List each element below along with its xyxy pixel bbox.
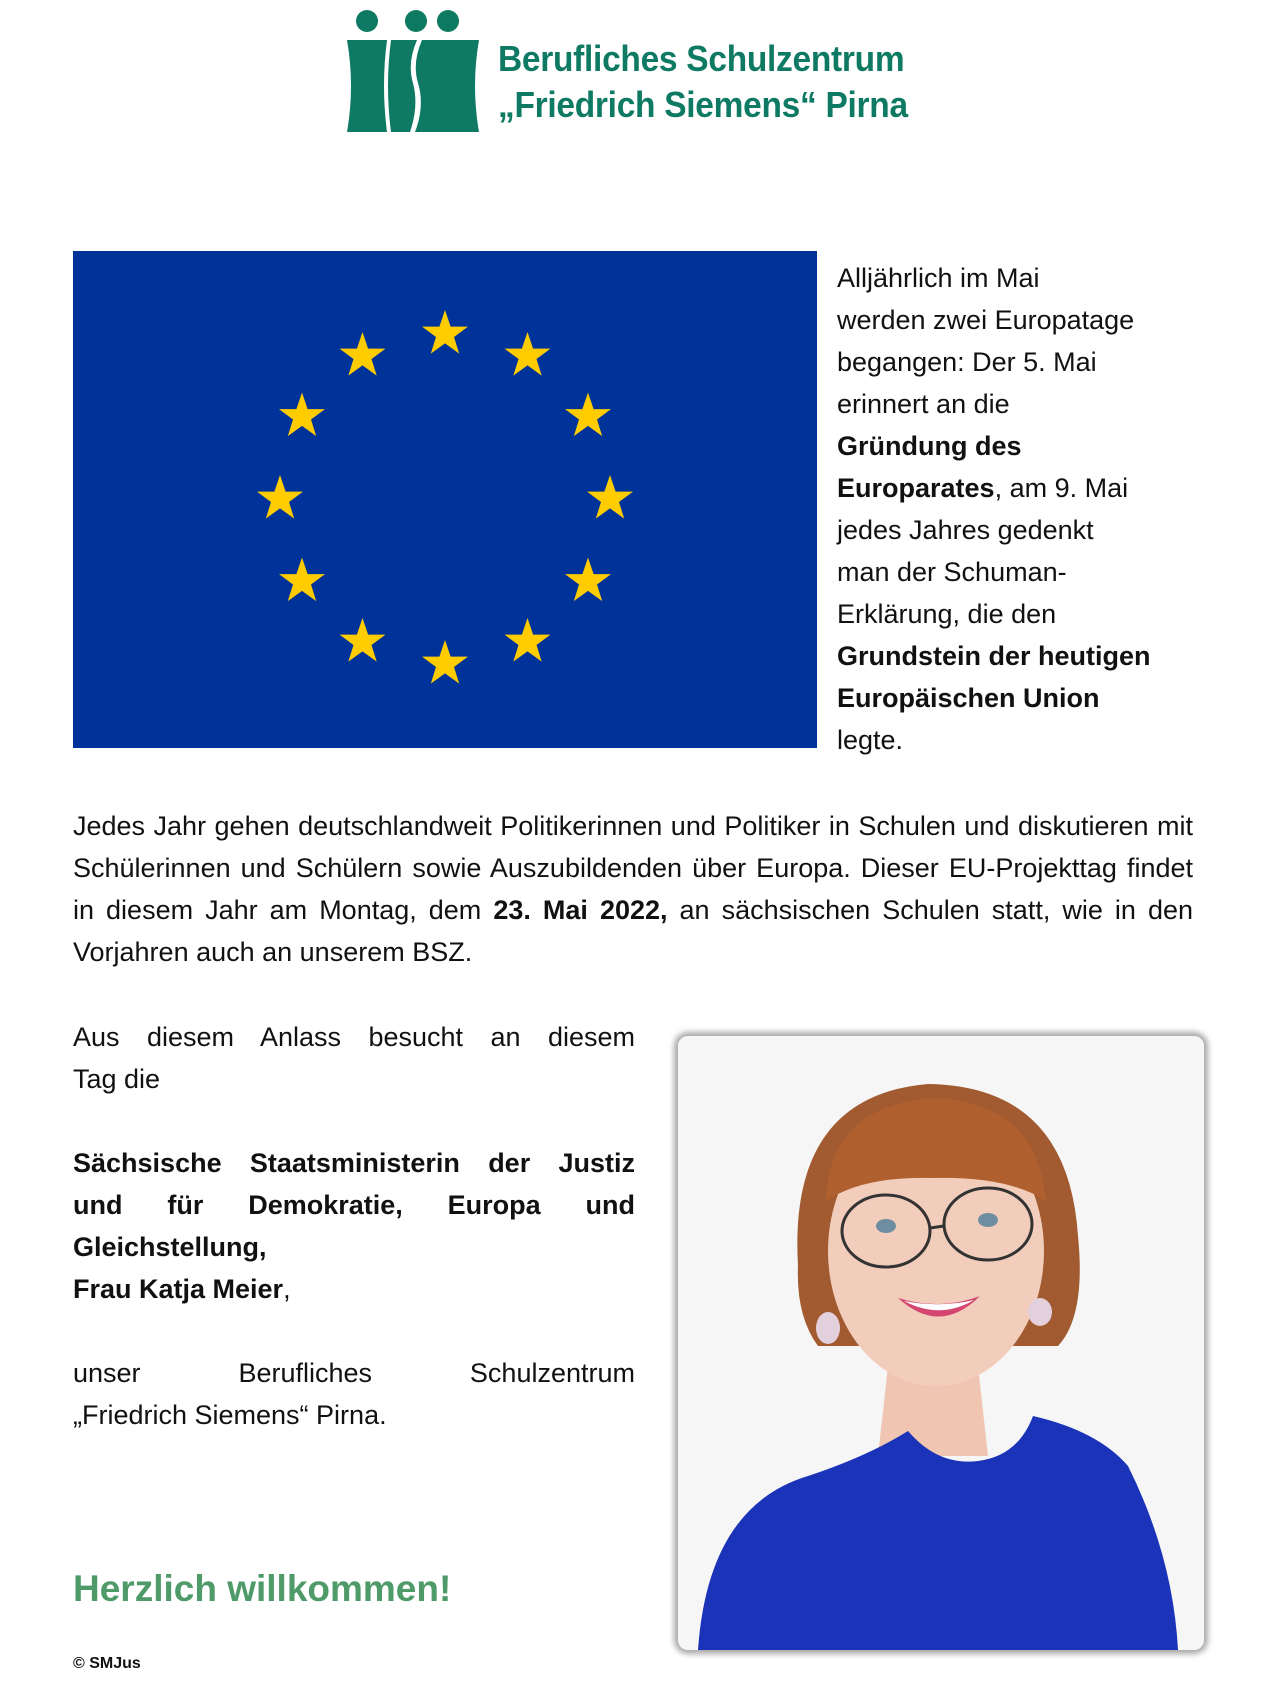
intro-line: erinnert an die bbox=[837, 389, 1010, 419]
intro-line: jedes Jahres gedenkt bbox=[837, 515, 1094, 545]
intro-line: werden zwei Europatage bbox=[837, 305, 1135, 335]
school-name-line1: Berufliches Schulzentrum bbox=[498, 38, 905, 79]
intro-line: Erklärung, die den bbox=[837, 599, 1057, 629]
visit-announcement bbox=[73, 1016, 635, 1436]
visit-line: Aus diesem Anlass besucht an diesem bbox=[73, 1022, 635, 1052]
school-line: unser Berufliches Schulzentrum bbox=[73, 1358, 635, 1388]
minister-title: Gleichstellung, bbox=[73, 1232, 267, 1262]
intro-line: begangen: Der 5. Mai bbox=[837, 347, 1097, 377]
school-line: „Friedrich Siemens“ Pirna. bbox=[73, 1400, 387, 1430]
welcome-heading: Herzlich willkommen! bbox=[73, 1568, 452, 1609]
intro-after-europarates: , am 9. Mai bbox=[994, 473, 1129, 503]
minister-title: und für Demokratie, Europa und bbox=[73, 1190, 635, 1220]
projekttag-paragraph bbox=[73, 805, 1193, 973]
person-portrait-icon bbox=[678, 1036, 1204, 1650]
intro-line: man der Schuman- bbox=[837, 557, 1067, 587]
minister-name-line bbox=[73, 1268, 635, 1310]
intro-bold-union: Europäischen Union bbox=[837, 683, 1100, 713]
name-suffix: , bbox=[283, 1274, 291, 1304]
paragraph-text: Jedes Jahr gehen deutschlandweit Politikerinnen und Politiker in Schulen und diskutieren mit Schülerinnen und Schülern sowie Auszubildenden über Europa. Dieser EU-Projekttag findet in diesem Jahr am Montag, dem bbox=[73, 811, 1193, 925]
intro-bold-grundstein: Grundstein der heutigen bbox=[837, 641, 1151, 671]
school-logo-icon bbox=[347, 8, 479, 134]
intro-line: Alljährlich im Mai bbox=[837, 263, 1040, 293]
portrait-photo bbox=[678, 1036, 1204, 1650]
minister-name: Frau Katja Meier bbox=[73, 1274, 284, 1304]
minister-title: Sächsische Staatsministerin der Justiz bbox=[73, 1148, 635, 1178]
event-date: 23. Mai 2022, bbox=[493, 895, 668, 925]
intro-text bbox=[837, 257, 1197, 761]
intro-bold-europarates: Europarates bbox=[837, 473, 995, 503]
intro-line-europarates bbox=[837, 467, 1197, 509]
copyright-notice: © SMJus bbox=[73, 1655, 141, 1672]
paragraph-text: an sächsischen Schulen statt, wie in den Vorjahren auch an unserem BSZ. bbox=[73, 895, 1193, 967]
eu-flag-icon bbox=[73, 251, 817, 748]
visit-line: Tag die bbox=[73, 1064, 161, 1094]
intro-line: legte. bbox=[837, 725, 904, 755]
intro-bold-gruendung: Gründung des bbox=[837, 431, 1022, 461]
school-name bbox=[498, 36, 939, 128]
school-name-line2: „Friedrich Siemens“ Pirna bbox=[498, 84, 908, 125]
